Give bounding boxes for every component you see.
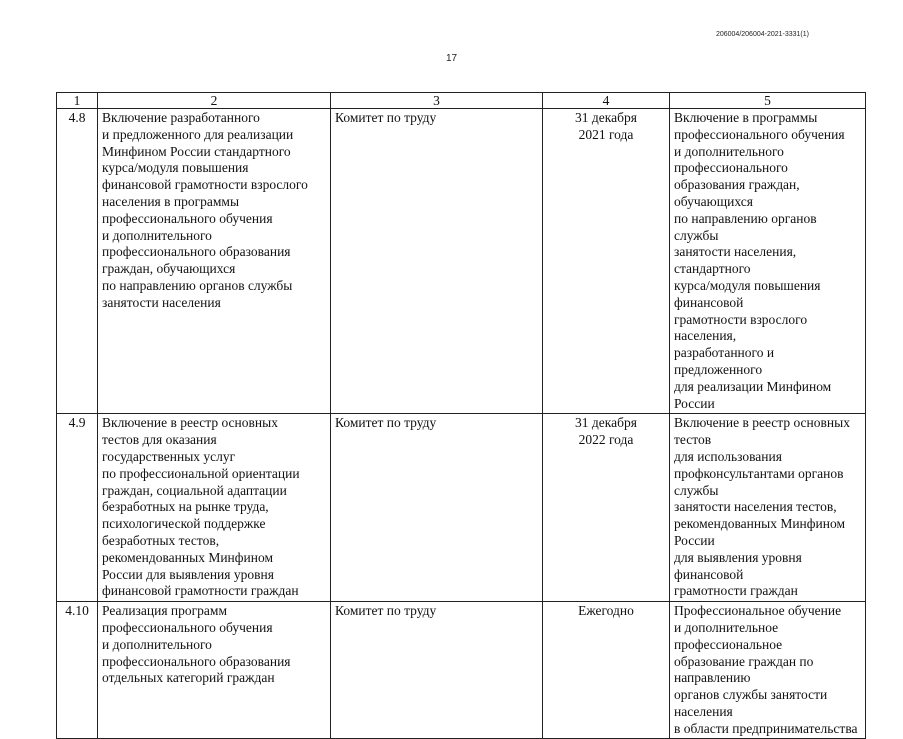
- executor: Комитет по труду: [331, 602, 543, 739]
- column-header: 3: [331, 93, 543, 109]
- expected-result: Включение в реестр основных тестов для использования профконсультантами органов службы занятости населения тестов, рекомендованных Минфином России для выявления уровня финансовой грамотности граждан: [670, 414, 866, 602]
- column-header: 5: [670, 93, 866, 109]
- document-id: 206004/206004-2021-3331(1): [715, 31, 809, 38]
- executor: Комитет по труду: [331, 109, 543, 414]
- item-number: 4.10: [57, 602, 98, 739]
- expected-result: Включение в программы профессионального обучения и дополнительного профессионального образования граждан, обучающихся по направлению органов службы занятости населения, стандартного курса/модуля повышения финансовой грамотности взрослого населения, разработанного и предложенного для реализации Минфином России: [670, 109, 866, 414]
- action-description: Включение в реестр основных тестов для оказания государственных услуг по профессиональной ориентации граждан, социальной адаптации безработных на рынке труда, психологической поддержке безработных тестов, рекомендованных Минфином России для выявления уровня финансовой грамотности граждан: [98, 414, 331, 602]
- deadline: 31 декабря 2022 года: [543, 414, 670, 602]
- deadline: Ежегодно: [543, 602, 670, 739]
- item-number: 4.9: [57, 414, 98, 602]
- action-description: Включение разработанного и предложенного для реализации Минфином России стандартного курса/модуля повышения финансовой грамотности взрослого населения в программы профессионального обучения и дополнительного профессионального образования граждан, обучающихся по направлению органов службы занятости населения: [98, 109, 331, 414]
- plan-table: [56, 92, 866, 739]
- table-row: [57, 414, 866, 602]
- item-number: 4.8: [57, 109, 98, 414]
- expected-result: Профессиональное обучение и дополнительное профессиональное образование граждан по направлению органов службы занятости населения в области предпринимательства: [670, 602, 866, 739]
- executor: Комитет по труду: [331, 414, 543, 602]
- page-number: 17: [445, 53, 458, 64]
- action-description: Реализация программ профессионального обучения и дополнительного профессионального образования отдельных категорий граждан: [98, 602, 331, 739]
- deadline: 31 декабря 2021 года: [543, 109, 670, 414]
- table-header-row: [57, 93, 866, 109]
- column-header: 4: [543, 93, 670, 109]
- column-header: 2: [98, 93, 331, 109]
- column-header: 1: [57, 93, 98, 109]
- table-row: [57, 602, 866, 739]
- table-row: [57, 109, 866, 414]
